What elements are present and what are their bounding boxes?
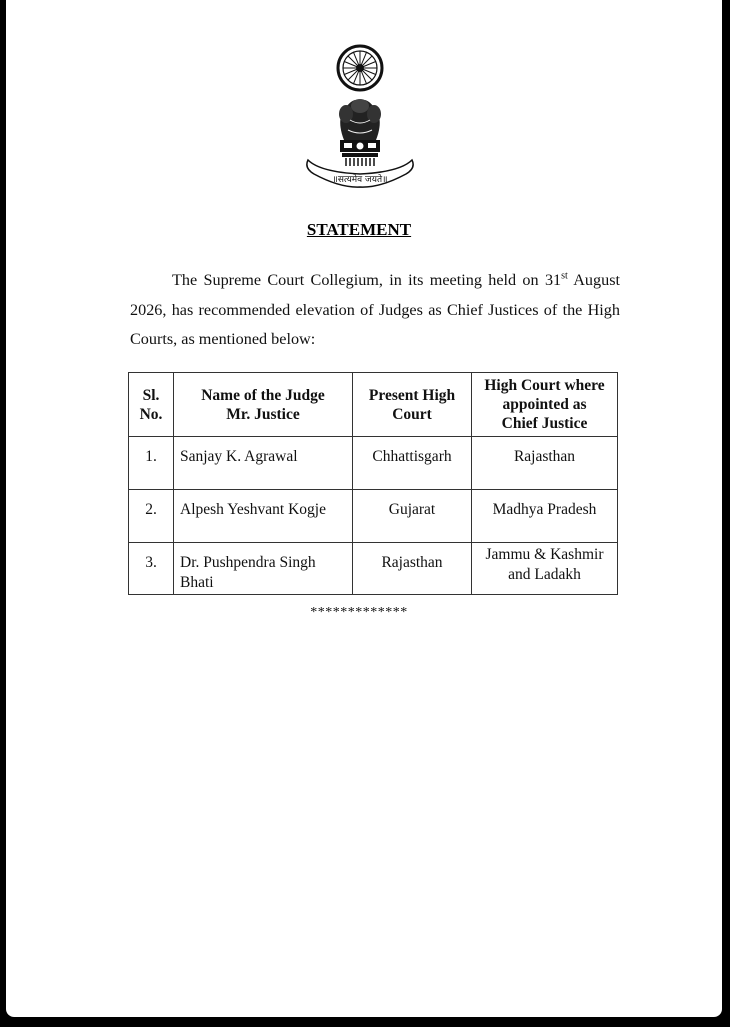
table-header-row bbox=[129, 373, 618, 437]
row-appointed-court: Jammu & Kashmir and Ladakh bbox=[472, 543, 618, 595]
header-sl-no: Sl. No. bbox=[129, 373, 174, 437]
row-present-court: Chhattisgarh bbox=[353, 437, 472, 490]
row-judge-name: Dr. Pushpendra Singh Bhati bbox=[174, 543, 353, 595]
table-row bbox=[129, 437, 618, 490]
row-sl: 1. bbox=[129, 437, 174, 490]
emblem-motto: ॥सत्यमेव जयते॥ bbox=[332, 175, 388, 185]
header-present-court: Present High Court bbox=[353, 373, 472, 437]
paragraph-text-1: The Supreme Court Collegium, in its meeting held on 31 bbox=[172, 271, 562, 289]
row-present-court: Rajasthan bbox=[353, 543, 472, 595]
statement-paragraph bbox=[130, 266, 620, 355]
judges-table bbox=[128, 372, 618, 595]
table-row bbox=[129, 543, 618, 595]
row-appointed-court: Madhya Pradesh bbox=[472, 490, 618, 543]
header-judge-name: Name of the Judge Mr. Justice bbox=[174, 373, 353, 437]
row-judge-name: Sanjay K. Agrawal bbox=[174, 437, 353, 490]
date-superscript: st bbox=[561, 270, 568, 282]
row-sl: 3. bbox=[129, 543, 174, 595]
state-emblem-icon bbox=[300, 40, 420, 190]
row-present-court: Gujarat bbox=[353, 490, 472, 543]
statement-heading: STATEMENT bbox=[306, 220, 412, 239]
header-appointed-court: High Court where appointed as Chief Justice bbox=[472, 373, 618, 437]
table-row bbox=[129, 490, 618, 543]
end-marker: ************* bbox=[310, 605, 408, 620]
row-sl: 2. bbox=[129, 490, 174, 543]
row-appointed-court: Rajasthan bbox=[472, 437, 618, 490]
row-judge-name: Alpesh Yeshvant Kogje bbox=[174, 490, 353, 543]
paragraph-text-2: August 2026, has recommended elevation of Judges as Chief Justices of the High Courts, as mentioned below: bbox=[130, 271, 621, 348]
